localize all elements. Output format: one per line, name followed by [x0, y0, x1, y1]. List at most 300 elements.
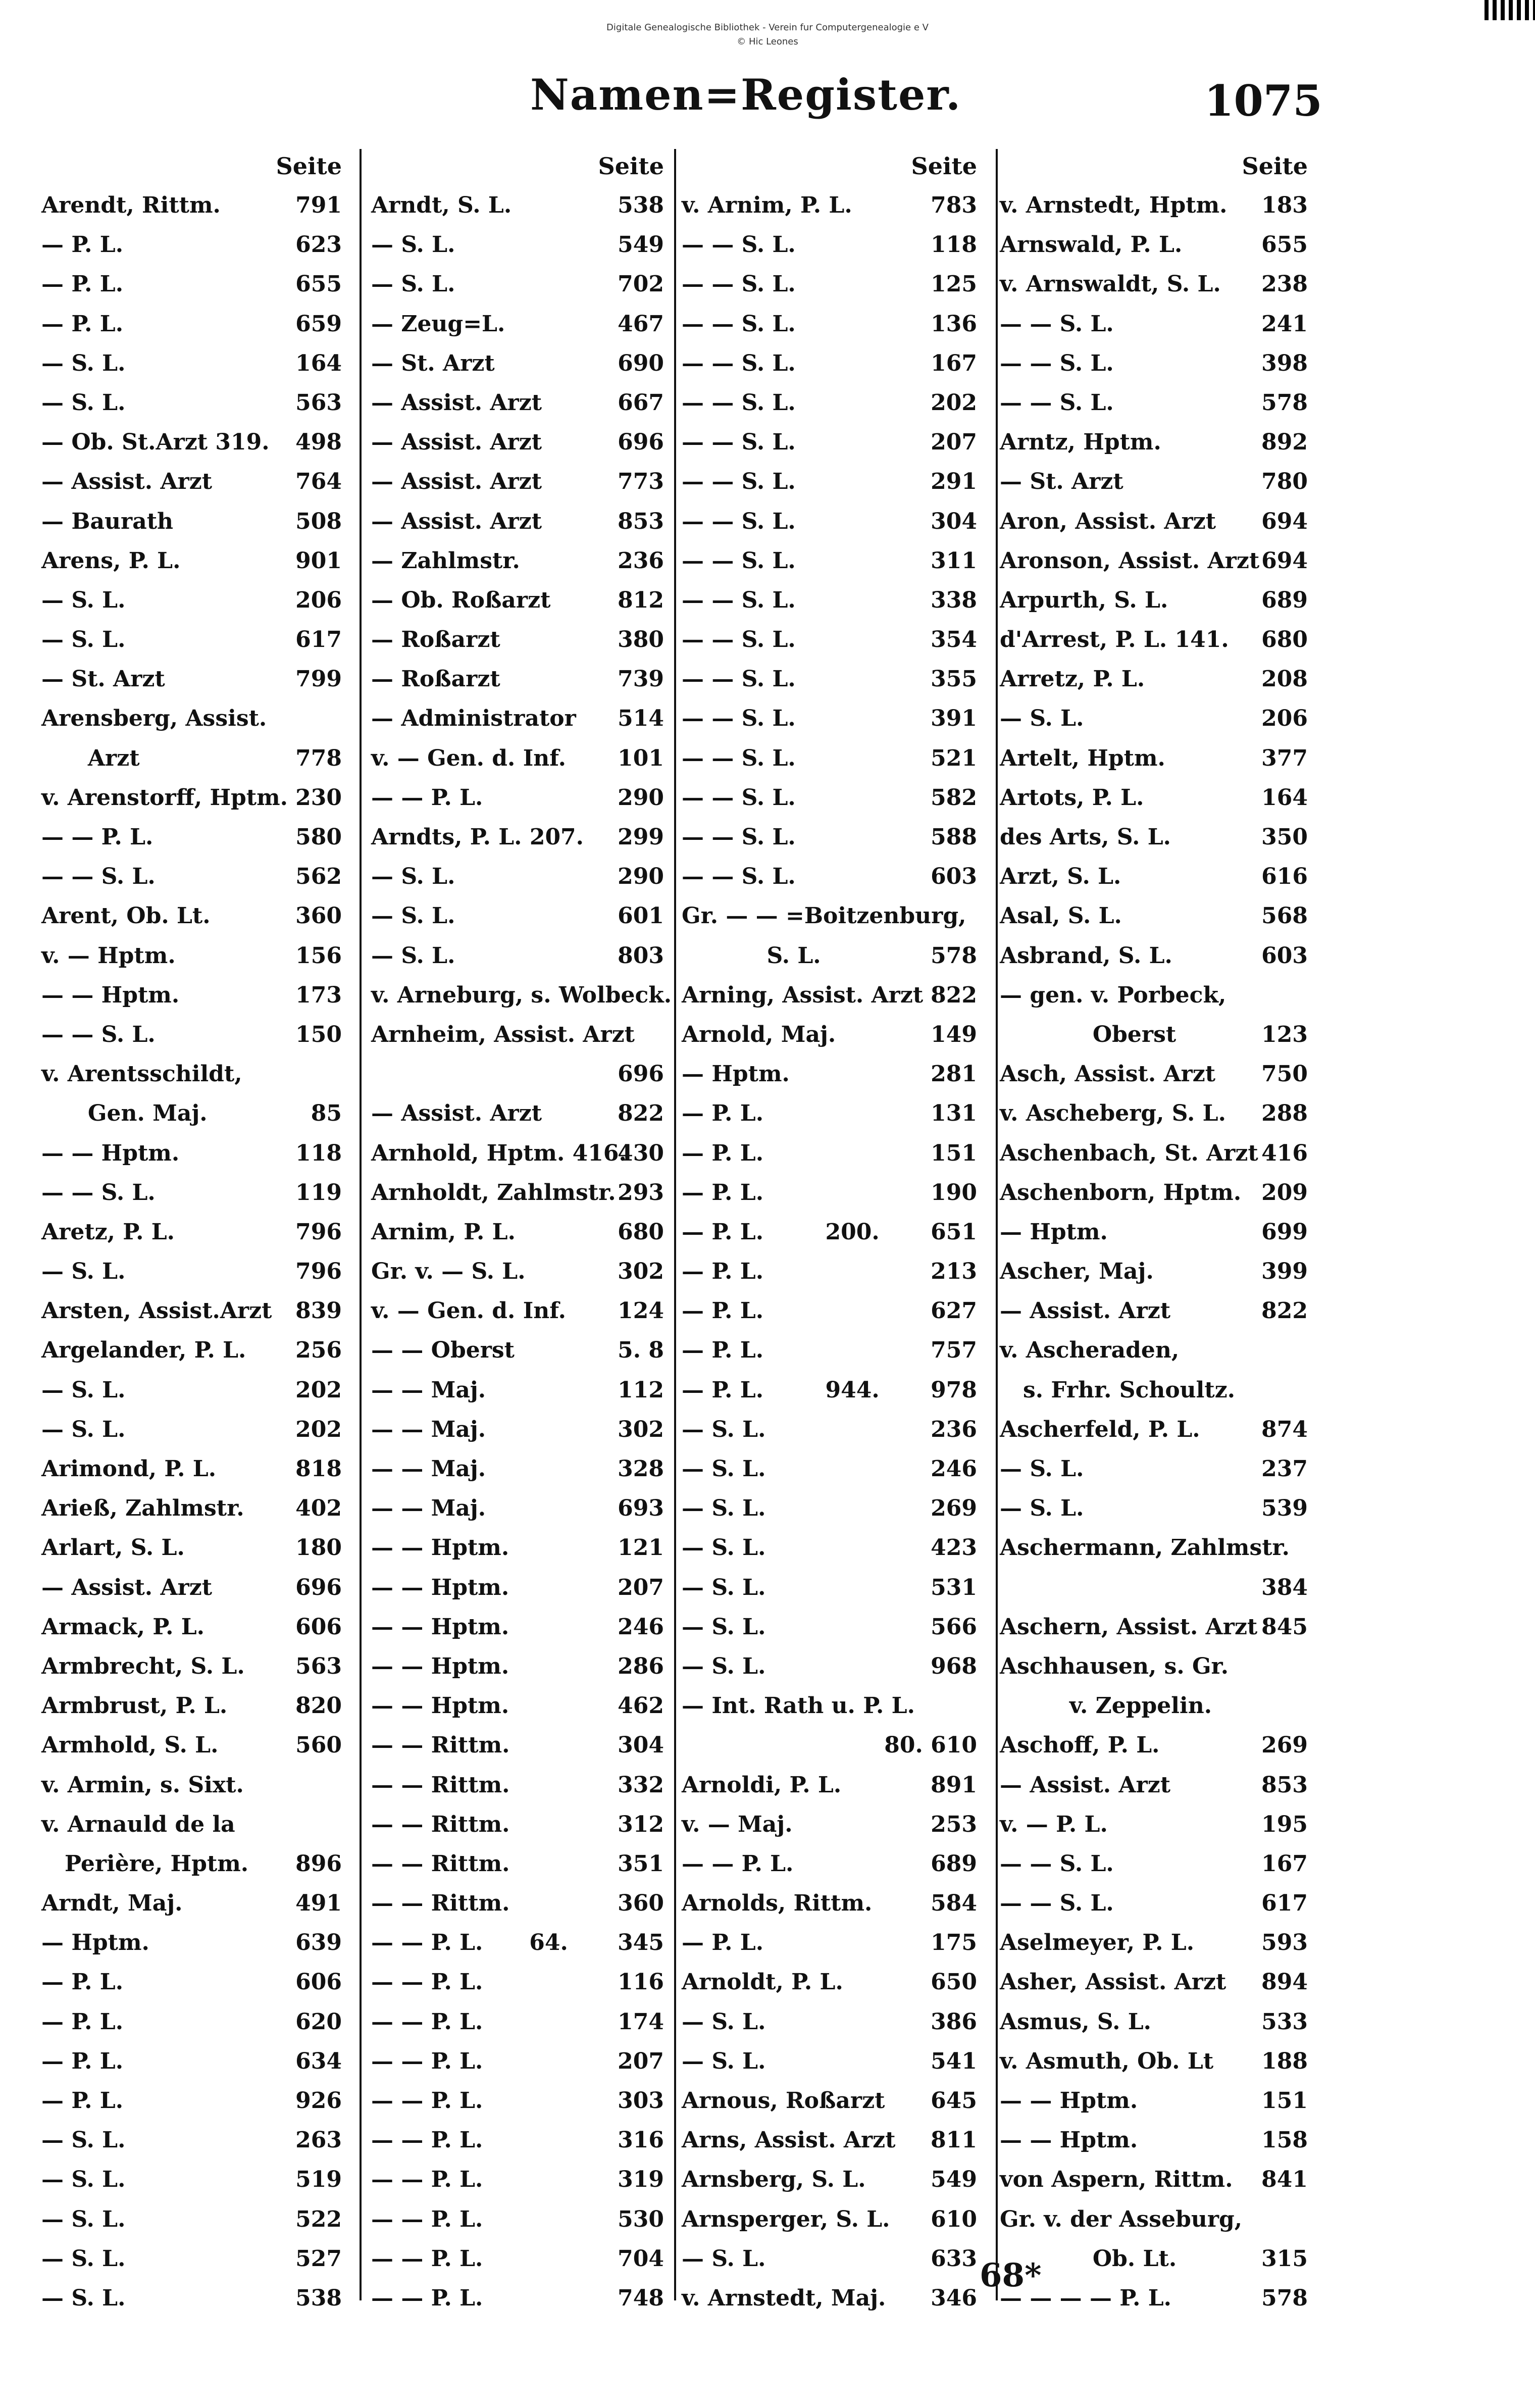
index-entry [682, 502, 977, 541]
entry-name: Aselmeyer, P. L. [1000, 1930, 1195, 1956]
entry-name: — St. Arzt [1000, 469, 1123, 495]
entry-page: 5. 8 [618, 1337, 664, 1364]
index-entry [371, 1055, 664, 1094]
entry-page: 566 [931, 1614, 977, 1640]
entry-name: — S. L. [371, 903, 455, 929]
entry-page: 312 [618, 1811, 664, 1837]
entry-page: 606 [295, 1614, 342, 1640]
entry-name: — — Hptm. [41, 1140, 180, 1166]
entry-page: 101 [618, 745, 664, 771]
entry-name: — S. L. [682, 1456, 766, 1482]
entry-name: Arnim, P. L. [371, 1219, 516, 1245]
entry-name: v. Asmuth, Ob. Lt [1000, 2048, 1214, 2074]
entry-page: 304 [618, 1732, 664, 1759]
entry-page: 121 [618, 1535, 664, 1561]
entry-name: Arent, Ob. Lt. [41, 903, 211, 929]
index-entry [41, 1252, 342, 1291]
column-divider [674, 149, 676, 2300]
entry-name: Arnoldt, P. L. [682, 1969, 843, 1995]
column-divider [360, 149, 362, 2300]
entry-name: Arnhold, Hptm. 416. [371, 1140, 627, 1166]
entry-page: 315 [1261, 2245, 1308, 2272]
entry-page: 593 [1261, 1930, 1308, 1956]
index-entry [1000, 1884, 1308, 1923]
entry-name: — P. L. [682, 1140, 764, 1166]
entry-page: 634 [295, 2048, 342, 2074]
index-entry [682, 1055, 977, 1094]
index-entry [682, 1410, 977, 1449]
entry-page: 467 [618, 311, 664, 337]
entry-page: 355 [931, 666, 977, 692]
entry-page: 549 [931, 2167, 977, 2193]
index-entry [682, 2160, 977, 2199]
entry-page: 822 [618, 1100, 664, 1127]
index-entry [682, 1134, 977, 1173]
index-entry [371, 936, 664, 976]
entry-name: — S. L. [41, 2285, 126, 2311]
index-entry [371, 502, 664, 541]
entry-name: — — S. L. [1000, 1850, 1114, 1877]
entry-name: v. Arnauld de la [41, 1811, 235, 1837]
entry-name: Arntz, Hptm. [1000, 429, 1161, 456]
entry-page: 799 [295, 666, 342, 692]
entry-page: 896 [295, 1850, 342, 1877]
entry-page: 894 [1261, 1969, 1308, 1995]
entry-name: — Assist. Arzt [1000, 1772, 1171, 1798]
entry-name: — — Hptm. [371, 1614, 509, 1640]
entry-page: 704 [618, 2245, 664, 2272]
index-entry [1000, 2121, 1308, 2160]
entry-name: — Roßarzt [371, 666, 500, 692]
entry-page: 207 [618, 2048, 664, 2074]
entry-page: 568 [1261, 903, 1308, 929]
entry-name: — Hptm. [41, 1930, 149, 1956]
watermark-line-1: Digitale Genealogische Bibliothek - Verein fur Computergenealogie e V [606, 22, 929, 33]
entry-name: — P. L. [682, 1179, 764, 1206]
index-entry [1000, 2081, 1308, 2121]
entry-page: 901 [295, 547, 342, 574]
entry-page: 290 [618, 784, 664, 811]
index-entry [1000, 1686, 1308, 1726]
entry-page: 533 [1261, 2009, 1308, 2035]
entry-page: 316 [618, 2127, 664, 2153]
entry-page: 491 [295, 1890, 342, 1917]
entry-page: 208 [1261, 666, 1308, 692]
signature-mark: 68* [980, 2256, 1042, 2294]
entry-page: 696 [618, 1061, 664, 1087]
entry-name: — Ob. St.Arzt 319. [41, 429, 270, 456]
entry-name: — S. L. [41, 627, 126, 653]
seite-header: Seite [598, 153, 664, 180]
entry-name: — — Hptm. [371, 1574, 509, 1600]
entry-page: 360 [295, 903, 342, 929]
entry-page: 699 [1261, 1219, 1308, 1245]
index-entry [682, 1528, 977, 1568]
index-entry [682, 344, 977, 383]
entry-page: 538 [618, 192, 664, 218]
index-entry [1000, 1805, 1308, 1844]
index-entry [41, 1449, 342, 1489]
index-entry [682, 1766, 977, 1805]
index-entry [682, 1291, 977, 1331]
entry-page: 633 [931, 2245, 977, 2272]
entry-page: 623 [295, 232, 342, 258]
index-entry [682, 1923, 977, 1963]
entry-page: 750 [1261, 1061, 1308, 1087]
entry-page: 241 [1261, 311, 1308, 337]
index-entry [371, 1213, 664, 1252]
entry-page: 696 [295, 1574, 342, 1600]
entry-name: Arimond, P. L. [41, 1456, 217, 1482]
entry-name: — S. L. [682, 2009, 766, 2035]
entry-name: Arnsperger, S. L. [682, 2206, 890, 2232]
index-entry [371, 1647, 664, 1686]
entry-name: — S. L. [371, 232, 455, 258]
watermark-line-2: © Hic Leones [737, 36, 798, 47]
entry-name: — — Maj. [371, 1456, 486, 1482]
entry-name: Aschermann, Zahlmstr. [1000, 1535, 1290, 1561]
entry-page: 702 [618, 271, 664, 297]
entry-name: — — S. L. [1000, 350, 1114, 376]
entry-name: — — Rittm. [371, 1811, 510, 1837]
entry-page: 118 [931, 232, 977, 258]
index-entry [371, 1923, 664, 1963]
index-entry [682, 225, 977, 265]
index-entry [41, 1805, 342, 1844]
entry-name: Arnswald, P. L. [1000, 232, 1183, 258]
index-column-2 [371, 146, 672, 2318]
entry-name: Arlart, S. L. [41, 1535, 185, 1561]
entry-page: 85 [311, 1100, 342, 1127]
entry-page: 791 [295, 192, 342, 218]
entry-name: — — S. L. [682, 469, 796, 495]
entry-page: 978 [931, 1377, 977, 1403]
entry-name: Aschhausen, s. Gr. [1000, 1653, 1229, 1679]
entry-name: — S. L. [682, 1653, 766, 1679]
entry-name: v. Ascheraden, [1000, 1337, 1180, 1364]
index-entry [41, 2002, 342, 2042]
entry-page: 874 [1261, 1416, 1308, 1442]
index-entry [682, 1331, 977, 1370]
index-entry [1000, 739, 1308, 778]
index-entry [682, 1213, 977, 1252]
index-entry [371, 2002, 664, 2042]
entry-page: 822 [1261, 1298, 1308, 1324]
entry-name: — — P. L. [371, 1969, 483, 1995]
index-entry [41, 383, 342, 423]
index-entry [1000, 2200, 1308, 2239]
entry-name: — — S. L. [682, 745, 796, 771]
index-entry [1000, 1844, 1308, 1884]
entry-page: 539 [1261, 1495, 1308, 1522]
entry-page: 617 [295, 627, 342, 653]
index-entry [371, 2279, 664, 2318]
index-entry [682, 1371, 977, 1410]
index-entry [41, 186, 342, 225]
entry-name: — — Rittm. [371, 1772, 510, 1798]
entry-name: Arnoldi, P. L. [682, 1772, 842, 1798]
entry-name: — — Hptm. [371, 1535, 509, 1561]
entry-name: — — Oberst [371, 1337, 515, 1364]
entry-page: 563 [295, 1653, 342, 1679]
entry-name: v. — Maj. [682, 1811, 793, 1837]
entry-name: — — Rittm. [371, 1890, 510, 1917]
index-entry [41, 225, 342, 265]
entry-name: v. Arnswaldt, S. L. [1000, 271, 1221, 297]
entry-name: Gr. v. — S. L. [371, 1259, 526, 1285]
entry-name: — — P. L. [371, 2245, 483, 2272]
entry-page: 246 [931, 1456, 977, 1482]
entry-name: — S. L. [41, 2127, 126, 2153]
index-entry [41, 818, 342, 857]
entry-page: 926 [295, 2088, 342, 2114]
index-entry [41, 660, 342, 699]
entry-name: — S. L. [371, 864, 455, 890]
entry-name: — P. L. [682, 1100, 764, 1127]
index-entry [371, 1489, 664, 1528]
index-entry [1000, 936, 1308, 976]
entry-page: 206 [1261, 706, 1308, 732]
entry-name: — — P. L. [371, 2167, 483, 2193]
index-entry [682, 660, 977, 699]
index-entry [371, 2042, 664, 2081]
index-entry [371, 1291, 664, 1331]
entry-name: Arieß, Zahlmstr. [41, 1495, 244, 1522]
entry-name: — Hptm. [1000, 1219, 1108, 1245]
entry-page: 498 [295, 429, 342, 456]
entry-name: — — P. L. [371, 2088, 483, 2114]
entry-page: 136 [931, 311, 977, 337]
entry-name: — — S. L. [682, 587, 796, 613]
entry-page: 402 [295, 1495, 342, 1522]
entry-page: 164 [295, 350, 342, 376]
index-entry [1000, 1528, 1308, 1568]
entry-name: — S. L. [682, 1495, 766, 1522]
index-entry [371, 857, 664, 896]
entry-name: d'Arrest, P. L. 141. [1000, 627, 1229, 653]
page-number: 1075 [1204, 76, 1322, 126]
index-entry [371, 1252, 664, 1291]
entry-page: 578 [1261, 2285, 1308, 2311]
entry-page: 230 [295, 784, 342, 811]
entry-page: 167 [931, 350, 977, 376]
entry-name: Aschern, Assist. Arzt [1000, 1614, 1258, 1640]
index-entry [41, 1291, 342, 1331]
entry-name: — — S. L. [682, 429, 796, 456]
index-entry [41, 1134, 342, 1173]
entry-name: — Roßarzt [371, 627, 500, 653]
index-entry [371, 1608, 664, 1647]
index-entry [41, 2200, 342, 2239]
entry-name: — — Hptm. [41, 982, 180, 1008]
entry-page: 563 [295, 389, 342, 416]
entry-name: — S. L. [41, 1259, 126, 1285]
entry-name: — Baurath [41, 508, 174, 534]
entry-page: 391 [931, 706, 977, 732]
index-entry [371, 778, 664, 818]
entry-page: 696 [618, 429, 664, 456]
index-entry [41, 1489, 342, 1528]
entry-name: — S. L. [682, 1614, 766, 1640]
entry-page: 302 [618, 1416, 664, 1442]
entry-name: — — Hptm. [371, 1693, 509, 1719]
index-entry [371, 1686, 664, 1726]
index-entry [682, 1963, 977, 2002]
entry-name: Arendt, Rittm. [41, 192, 221, 218]
entry-page: 519 [295, 2167, 342, 2193]
index-entry [1000, 1015, 1308, 1055]
entry-page: 116 [618, 1969, 664, 1995]
entry-name: — S. L. [1000, 1456, 1084, 1482]
index-entry [1000, 1963, 1308, 2002]
entry-page: 527 [295, 2245, 342, 2272]
entry-name: — — S. L. [682, 706, 796, 732]
entry-name: Ob. Lt. [1000, 2245, 1177, 2272]
index-entry [41, 620, 342, 660]
entry-page: 694 [1261, 508, 1308, 534]
entry-page: 627 [931, 1298, 977, 1324]
entry-name: — — Maj. [371, 1377, 486, 1403]
index-entry [1000, 462, 1308, 501]
entry-page: 645 [931, 2088, 977, 2114]
entry-page: 202 [295, 1377, 342, 1403]
index-entry [1000, 2002, 1308, 2042]
entry-page: 236 [618, 547, 664, 574]
entry-name: — S. L. [682, 2245, 766, 2272]
index-entry [41, 1015, 342, 1055]
entry-name: — S. L. [371, 271, 455, 297]
index-entry [1000, 1252, 1308, 1291]
index-entry [1000, 620, 1308, 660]
index-entry [1000, 541, 1308, 581]
entry-name: — — S. L. [682, 232, 796, 258]
index-entry [41, 1647, 342, 1686]
entry-name: — gen. v. Porbeck, [1000, 982, 1226, 1008]
entry-page: 651 [931, 1219, 977, 1245]
entry-page: 694 [1261, 547, 1308, 574]
entry-page: 293 [618, 1179, 664, 1206]
index-entry [1000, 1766, 1308, 1805]
entry-page: 253 [931, 1811, 977, 1837]
index-entry [41, 1213, 342, 1252]
index-entry [371, 1963, 664, 2002]
entry-name: Asal, S. L. [1000, 903, 1122, 929]
entry-page: 773 [618, 469, 664, 495]
entry-name: — — S. L. [1000, 311, 1114, 337]
index-entry [682, 1884, 977, 1923]
index-entry [1000, 976, 1308, 1015]
index-entry [1000, 383, 1308, 423]
entry-name: — — S. L. [682, 784, 796, 811]
index-entry [682, 1252, 977, 1291]
entry-page: 399 [1261, 1259, 1308, 1285]
index-entry [41, 1055, 342, 1094]
entry-page: 584 [931, 1890, 977, 1917]
entry-page: 818 [295, 1456, 342, 1482]
index-entry [682, 1844, 977, 1884]
index-entry [41, 1686, 342, 1726]
entry-page: 811 [931, 2127, 977, 2153]
entry-page: 354 [931, 627, 977, 653]
index-entry [682, 2239, 977, 2279]
entry-page: 610 [931, 2206, 977, 2232]
entry-page: 693 [618, 1495, 664, 1522]
entry-page: 578 [931, 942, 977, 969]
index-entry [1000, 1726, 1308, 1765]
index-entry [371, 1331, 664, 1370]
entry-name: — — S. L. [1000, 389, 1114, 416]
index-entry [1000, 818, 1308, 857]
index-entry [371, 976, 672, 1015]
index-entry [682, 305, 977, 344]
index-entry [1000, 1568, 1308, 1608]
index-entry [1000, 2160, 1308, 2199]
entry-page: 174 [618, 2009, 664, 2035]
entry-page: 167 [1261, 1850, 1308, 1877]
entry-page: 739 [618, 666, 664, 692]
entry-page: 689 [931, 1850, 977, 1877]
index-entry [371, 1410, 664, 1449]
index-entry [1000, 1647, 1308, 1686]
entry-name: Asmus, S. L. [1000, 2009, 1151, 2035]
index-entry [682, 1489, 977, 1528]
index-entry [682, 2121, 977, 2160]
entry-page: 299 [618, 824, 664, 850]
index-entry [371, 2081, 664, 2121]
entry-name: des Arts, S. L. [1000, 824, 1171, 850]
index-entry [1000, 896, 1308, 936]
entry-page: 462 [618, 1693, 664, 1719]
entry-name: Arens, P. L. [41, 547, 181, 574]
index-entry [41, 423, 342, 462]
entry-name: — — S. L. [41, 864, 156, 890]
entry-page: 303 [618, 2088, 664, 2114]
index-entry [41, 778, 342, 818]
entry-page: 891 [931, 1772, 977, 1798]
entry-name: — Zahlmstr. [371, 547, 520, 574]
entry-name: Artelt, Hptm. [1000, 745, 1165, 771]
entry-name: — — S. L. [41, 1021, 156, 1047]
entry-page: 360 [618, 1890, 664, 1917]
index-entry [1000, 225, 1308, 265]
index-entry [371, 2160, 664, 2199]
entry-page: 841 [1261, 2167, 1308, 2193]
entry-name: — — S. L. [682, 627, 796, 653]
entry-name: — — P. L. [371, 2206, 483, 2232]
column-divider [996, 149, 998, 2300]
index-entry [371, 1449, 664, 1489]
entry-page: 377 [1261, 745, 1308, 771]
index-entry [41, 1371, 342, 1410]
index-entry [41, 1608, 342, 1647]
entry-page: 236 [931, 1416, 977, 1442]
entry-page: 238 [1261, 271, 1308, 297]
index-entry [682, 2081, 977, 2121]
entry-name: v. — Hptm. [41, 942, 176, 969]
index-entry [41, 2121, 342, 2160]
index-entry [1000, 660, 1308, 699]
entry-page: 380 [618, 627, 664, 653]
entry-page: 538 [295, 2285, 342, 2311]
entry-name: v. Ascheberg, S. L. [1000, 1100, 1226, 1127]
index-entry [371, 225, 664, 265]
entry-name: — — P. L. [371, 784, 483, 811]
entry-page: 522 [295, 2206, 342, 2232]
entry-page: 386 [931, 2009, 977, 2035]
entry-name: — Hptm. [682, 1061, 790, 1087]
entry-name: — Assist. Arzt [371, 508, 542, 534]
index-entry [1000, 502, 1308, 541]
